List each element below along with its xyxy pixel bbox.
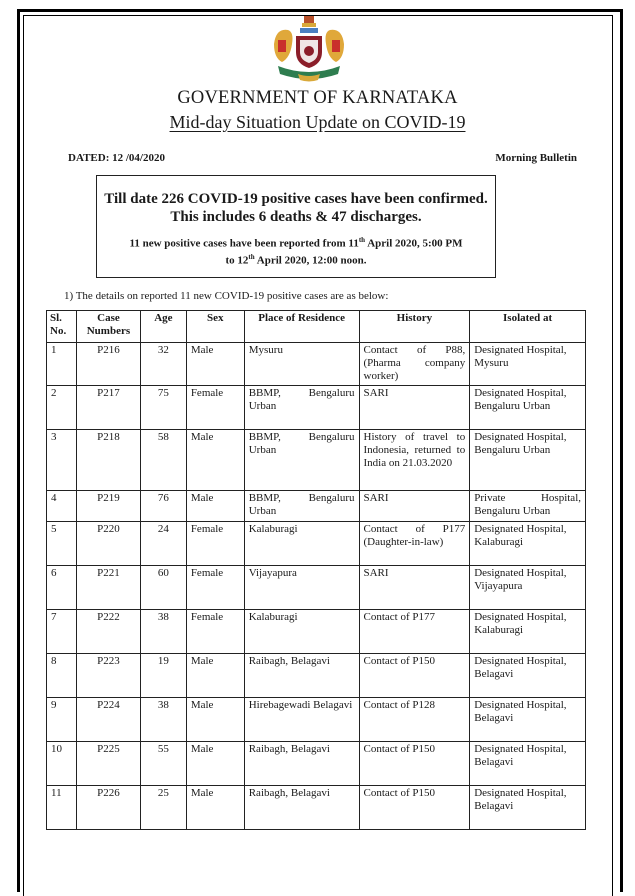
summary-confirmed-text: Till date 226 COVID-19 positive cases have been confirmed. xyxy=(104,191,488,207)
cell-age: 38 xyxy=(140,698,186,742)
cell-residence: Raibagh, Belagavi xyxy=(244,654,359,698)
cell-sl: 1 xyxy=(47,343,77,386)
table-row xyxy=(47,698,586,742)
cell-sex: Female xyxy=(186,566,244,610)
cell-isolated: Designated Hospital, Belagavi xyxy=(470,742,586,786)
cell-isolated: Designated Hospital, Kalaburagi xyxy=(470,610,586,654)
header-isolated-at: Isolated at xyxy=(470,311,586,343)
karnataka-emblem-icon xyxy=(268,14,350,84)
cell-residence: Vijayapura xyxy=(244,566,359,610)
cell-case: P216 xyxy=(76,343,140,386)
summary-new-cases xyxy=(97,234,495,267)
cell-isolated: Designated Hospital, Vijayapura xyxy=(470,566,586,610)
table-header-row xyxy=(47,311,586,343)
cell-sl: 6 xyxy=(47,566,77,610)
cell-history: Contact of P150 xyxy=(359,786,470,830)
cell-sl: 8 xyxy=(47,654,77,698)
table-row xyxy=(47,742,586,786)
cell-age: 32 xyxy=(140,343,186,386)
cell-history: Contact of P88, (Pharma company worker) xyxy=(359,343,470,386)
summary-deaths-discharges-text: This includes 6 deaths & 47 discharges. xyxy=(170,209,422,225)
cell-age: 75 xyxy=(140,386,186,430)
cell-case: P217 xyxy=(76,386,140,430)
cell-history: Contact of P177 (Daughter-in-law) xyxy=(359,522,470,566)
cell-sl: 7 xyxy=(47,610,77,654)
bulletin-label: Morning Bulletin xyxy=(495,152,577,164)
cell-sex: Male xyxy=(186,343,244,386)
summary-box xyxy=(96,175,496,278)
cell-case: P224 xyxy=(76,698,140,742)
cell-age: 24 xyxy=(140,522,186,566)
cell-residence: Mysuru xyxy=(244,343,359,386)
cell-residence: Raibagh, Belagavi xyxy=(244,742,359,786)
cell-sex: Male xyxy=(186,742,244,786)
header-case-numbers: Case Numbers xyxy=(76,311,140,343)
cell-age: 55 xyxy=(140,742,186,786)
cell-sl: 3 xyxy=(47,430,77,491)
document-title: GOVERNMENT OF KARNATAKA xyxy=(177,88,458,108)
cell-sl: 2 xyxy=(47,386,77,430)
table-row xyxy=(47,343,586,386)
cell-age: 76 xyxy=(140,491,186,522)
cell-sex: Male xyxy=(186,698,244,742)
cell-history: History of travel to Indonesia, returned to India on 21.03.2020 xyxy=(359,430,470,491)
summary-new-cases-line2: to 12th April 2020, 12:00 noon. xyxy=(225,252,367,267)
details-intro: 1) The details on reported 11 new COVID-19 positive cases are as below: xyxy=(64,290,389,302)
summary-new-cases-line1: 11 new positive cases have been reported from 11th April 2020, 5:00 PM xyxy=(129,236,463,250)
cell-isolated: Designated Hospital, Belagavi xyxy=(470,654,586,698)
cell-isolated: Private Hospital, Bengaluru Urban xyxy=(470,491,586,522)
header-sex: Sex xyxy=(186,311,244,343)
cell-case: P223 xyxy=(76,654,140,698)
summary-totals xyxy=(97,190,495,226)
cell-sex: Male xyxy=(186,491,244,522)
subtitle-text: Mid-day Situation Update on COVID-19 xyxy=(169,112,466,132)
cell-residence: Hirebagewadi Belagavi xyxy=(244,698,359,742)
cell-history: SARI xyxy=(359,386,470,430)
cell-residence: BBMP, Bengaluru Urban xyxy=(244,491,359,522)
cell-sex: Female xyxy=(186,522,244,566)
cell-case: P218 xyxy=(76,430,140,491)
cell-case: P220 xyxy=(76,522,140,566)
cell-sl: 10 xyxy=(47,742,77,786)
cell-isolated: Designated Hospital, Belagavi xyxy=(470,786,586,830)
cell-isolated: Designated Hospital, Bengaluru Urban xyxy=(470,386,586,430)
cell-history: Contact of P150 xyxy=(359,654,470,698)
cell-sex: Male xyxy=(186,786,244,830)
cell-sex: Female xyxy=(186,386,244,430)
table-row xyxy=(47,430,586,491)
document-subtitle xyxy=(0,112,635,133)
cell-residence: Raibagh, Belagavi xyxy=(244,786,359,830)
cell-residence: BBMP, Bengaluru Urban xyxy=(244,430,359,491)
cell-history: Contact of P128 xyxy=(359,698,470,742)
cell-residence: Kalaburagi xyxy=(244,522,359,566)
cell-case: P226 xyxy=(76,786,140,830)
table-row xyxy=(47,491,586,522)
cell-residence: Kalaburagi xyxy=(244,610,359,654)
table-row xyxy=(47,610,586,654)
cell-sex: Male xyxy=(186,430,244,491)
dated-label: DATED: 12 /04/2020 xyxy=(68,152,165,164)
cell-isolated: Designated Hospital, Bengaluru Urban xyxy=(470,430,586,491)
cell-sex: Male xyxy=(186,654,244,698)
header-history: History xyxy=(359,311,470,343)
cell-isolated: Designated Hospital, Kalaburagi xyxy=(470,522,586,566)
cell-age: 38 xyxy=(140,610,186,654)
cell-sl: 9 xyxy=(47,698,77,742)
cell-history: SARI xyxy=(359,491,470,522)
cell-age: 58 xyxy=(140,430,186,491)
cell-sl: 4 xyxy=(47,491,77,522)
header-place-of-residence: Place of Residence xyxy=(244,311,359,343)
cases-table xyxy=(46,310,586,830)
cell-isolated: Designated Hospital, Mysuru xyxy=(470,343,586,386)
table-row xyxy=(47,386,586,430)
header-age: Age xyxy=(140,311,186,343)
cell-history: Contact of P150 xyxy=(359,742,470,786)
table-row xyxy=(47,522,586,566)
header-sl-no: Sl. No. xyxy=(47,311,77,343)
cell-residence: BBMP, Bengaluru Urban xyxy=(244,386,359,430)
table-row xyxy=(47,786,586,830)
cell-sl: 5 xyxy=(47,522,77,566)
cell-history: SARI xyxy=(359,566,470,610)
cell-case: P219 xyxy=(76,491,140,522)
table-row xyxy=(47,566,586,610)
cell-age: 60 xyxy=(140,566,186,610)
cell-case: P225 xyxy=(76,742,140,786)
cell-case: P222 xyxy=(76,610,140,654)
cell-sex: Female xyxy=(186,610,244,654)
cell-case: P221 xyxy=(76,566,140,610)
cell-age: 25 xyxy=(140,786,186,830)
cell-age: 19 xyxy=(140,654,186,698)
cell-history: Contact of P177 xyxy=(359,610,470,654)
cell-isolated: Designated Hospital, Belagavi xyxy=(470,698,586,742)
table-row xyxy=(47,654,586,698)
cell-sl: 11 xyxy=(47,786,77,830)
